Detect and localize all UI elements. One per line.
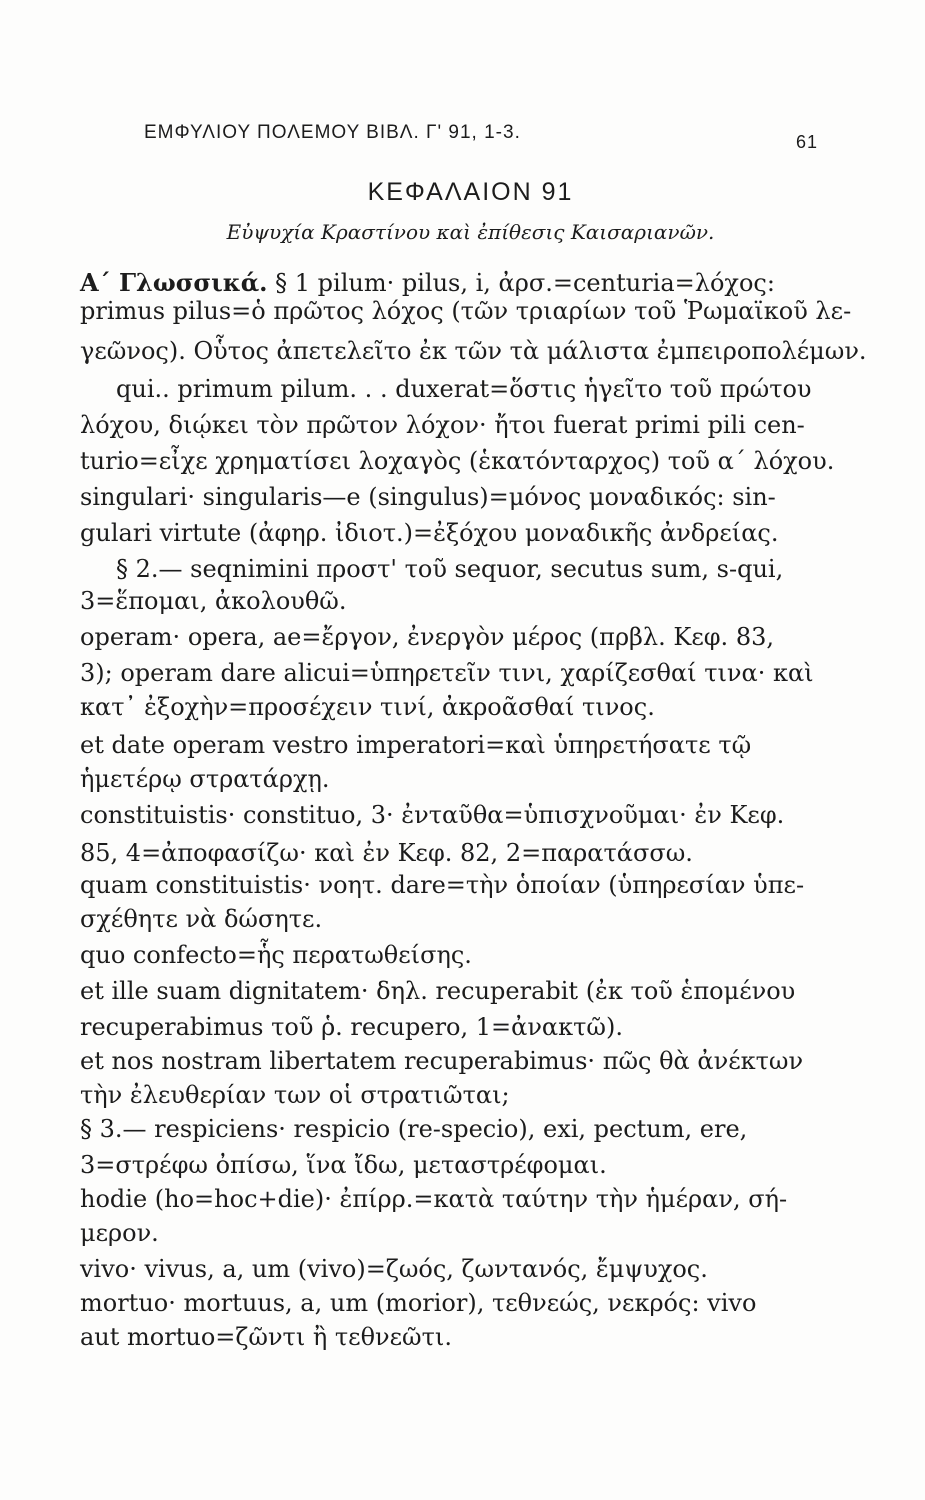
text-line-10: 3=ἕπομαι, ἀκολουθῶ.	[80, 587, 347, 615]
text-line-22: recuperabimus τοῦ ῥ. recupero, 1=ἀνακτῶ).	[80, 1013, 623, 1041]
text-line-14: et date operam vestro imperatori=καὶ ὑπηρετήσατε τῷ	[80, 731, 752, 759]
text-line-21: et ille suam dignitatem· δηλ. recuperabit (ἐκ τοῦ ἑπομένου	[80, 977, 796, 1005]
text-line-23: et nos nostram libertatem recuperabimus· πῶς θὰ ἀνέκτων	[80, 1047, 804, 1075]
text-line-29: vivo· vivus, a, um (vivo)=ζωός, ζωντανός, ἔμψυχος.	[80, 1255, 708, 1283]
text-line-3: γεῶνος). Οὗτος ἀπετελεῖτο ἐκ τῶν τὰ μάλιστα ἐμπειροπολέμων.	[80, 337, 867, 365]
text-line-9: § 2.— seqnimini προστ' τοῦ sequor, secutus sum, s-qui,	[116, 555, 784, 583]
page-number: 61	[795, 132, 818, 152]
chapter-subtitle: Εὐψυχία Κραστίνου καὶ ἐπίθεσις Καισαριανῶν.	[226, 220, 715, 244]
text-line-8: gulari virtute (ἀφηρ. ἰδιοτ.)=ἐξόχου μοναδικῆς ἀνδρείας.	[80, 519, 779, 547]
text-line-20: quo confecto=ἧς περατωθείσης.	[80, 941, 472, 969]
running-head	[128, 118, 818, 152]
text-line-25: § 3.— respiciens· respicio (re-specio), exi, pectum, ere,	[80, 1115, 748, 1143]
text-line-28: μερον.	[80, 1219, 159, 1247]
text-line-18: quam constituistis· νοητ. dare=τὴν ὁποίαν (ὑπηρεσίαν ὑπε-	[80, 871, 805, 899]
text-line-4: qui.. primum pilum. . . duxerat=ὅστις ἡγεῖτο τοῦ πρώτου	[116, 375, 812, 403]
section-label: Α΄ Γλωσσικά.	[80, 268, 268, 297]
text-line-30: mortuo· mortuus, a, um (morior), τεθνεώς, νεκρός: vivo	[80, 1289, 757, 1317]
text-line-1	[80, 268, 775, 298]
text-line-19: σχέθητε νὰ δώσητε.	[80, 905, 323, 933]
text-line-26: 3=στρέφω ὀπίσω, ἵνα ἴδω, μεταστρέφομαι.	[80, 1151, 607, 1179]
text-line-12: 3); operam dare alicui=ὑπηρετεῖν τινι, χαρίζεσθαί τινα· καὶ	[80, 659, 814, 687]
text-line-15: ἡμετέρῳ στρατάρχῃ.	[80, 765, 330, 793]
text-line-27: hodie (ho=hoc+die)· ἐπίρρ.=κατὰ ταύτην τὴν ἡμέραν, σή-	[80, 1185, 788, 1213]
text-line-31: aut mortuo=ζῶντι ἢ τεθνεῶτι.	[80, 1323, 452, 1351]
text-line-24: τὴν ἐλευθερίαν των οἱ στρατιῶται;	[80, 1081, 510, 1109]
chapter-title: ΚΕΦΑΛΑΙΟΝ 91	[367, 178, 574, 206]
running-head-title: ΕΜΦΥΛΙΟΥ ΠΟΛΕΜΟΥ ΒΙΒΛ. Γ' 91, 1-3.	[144, 122, 521, 143]
text-line-13: κατ᾽ ἐξοχὴν=προσέχειν τινί, ἀκροᾶσθαί τινος.	[80, 693, 655, 721]
text-line-17: 85, 4=ἀποφασίζω· καὶ ἐν Κεφ. 82, 2=παρατάσσω.	[80, 839, 693, 867]
text-line-16: constituistis· constituo, 3· ἐνταῦθα=ὑπισχνοῦμαι· ἐν Κεφ.	[80, 801, 785, 829]
text-line-2: primus pilus=ὁ πρῶτος λόχος (τῶν τριαρίων τοῦ Ῥωμαϊκοῦ λε-	[80, 297, 852, 325]
text-line-1-content: § 1 pilum· pilus, i, ἀρσ.=centuria=λόχος:	[275, 269, 775, 297]
text-line-11: operam· opera, ae=ἔργον, ἐνεργὸν μέρος (πρβλ. Κεφ. 83,	[80, 623, 774, 651]
text-line-5: λόχου, διῴκει τὸν πρῶτον λόχον· ἤτοι fuerat primi pili cen-	[80, 411, 805, 439]
text-line-7: singulari· singularis—e (singulus)=μόνος μοναδικός: sin-	[80, 483, 776, 511]
text-line-6: turio=εἶχε χρηματίσει λοχαγὸς (ἑκατόνταρχος) τοῦ α΄ λόχου.	[80, 447, 835, 475]
